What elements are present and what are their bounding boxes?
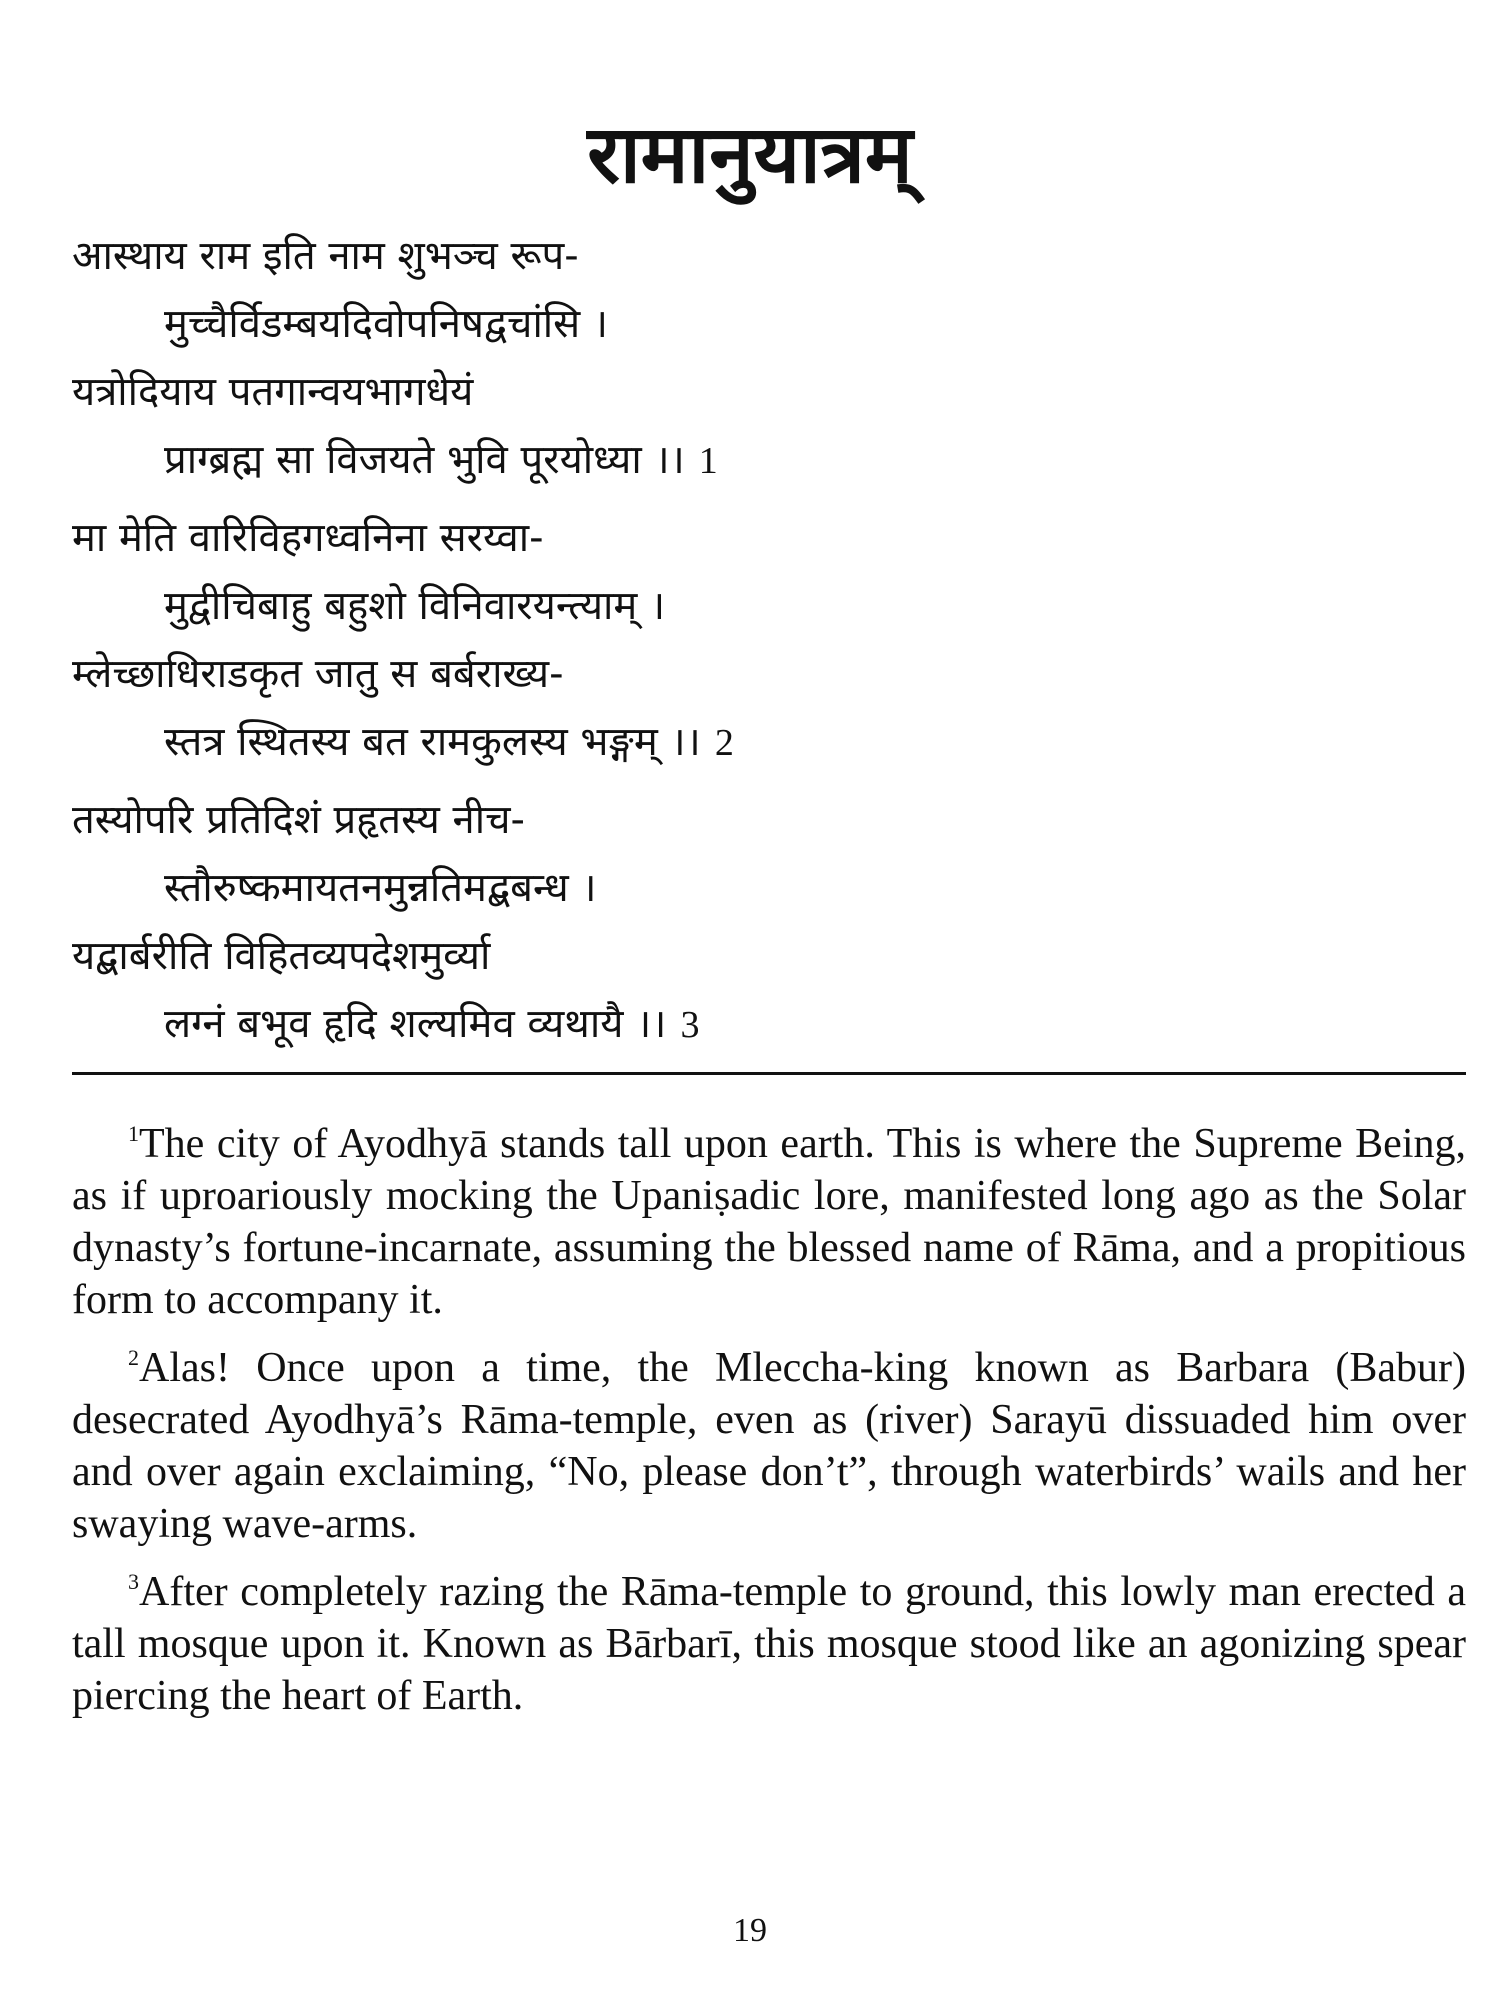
verse-line: यद्बार्बरीति विहितव्यपदेशमुर्व्या [72,933,491,979]
verse-2 [72,504,1472,776]
divider-rule [72,1072,1466,1075]
verse-line-text: स्तत्र स्थितस्य बत रामकुलस्य भङ्गम् ।। [164,719,701,765]
verse-number: 3 [680,1004,700,1046]
note-text: Alas! Once upon a time, the Mleccha-king known as Barbara (Babur) desecrated Ayodhyā’s Rāma-temple, even as (river) Sarayū dissuaded him over and over again exclaiming, “No, please don’t”, through waterbirds’ wails and her swaying wave-arms. [72,1345,1466,1547]
verse-line: आस्थाय राम इति नाम शुभञ्च रूप- [72,233,579,279]
verse-line: म्लेच्छाधिराडकृत जातु स बर्बराख्य- [72,651,564,697]
page-number: 19 [733,1912,767,1949]
verse-line-text: प्राग्ब्रह्म सा विजयते भुवि पूरयोध्या ।। [164,437,685,483]
verse-1 [72,222,1472,494]
verse-number: 1 [698,440,718,482]
note-marker: 1 [128,1121,139,1146]
verse-line: मुच्चैर्विडम्बयदिवोपनिषद्वचांसि । [164,301,609,347]
note-text: After completely razing the Rāma-temple to ground, this lowly man erected a tall mosque upon it. Known as Bārbarī, this mosque stood like an agonizing spear piercing the heart of Earth. [72,1569,1466,1719]
verse-line: तस्योपरि प्रतिदिशं प्रहृतस्य नीच- [72,797,525,843]
verse-3 [72,786,1472,1058]
verse-line: मा मेति वारिविहगध्वनिना सरय्वा- [72,515,544,561]
verse-number: 2 [714,722,734,764]
verse-line-text: लग्नं बभूव हृदि शल्यमिव व्यथायै ।। [164,1001,667,1047]
verse-line: स्तौरुष्कमायतनमुन्नतिमद्बबन्ध । [164,865,597,911]
verse-block [72,222,1472,1068]
verse-line-final [72,426,1472,494]
note-3 [72,1566,1466,1722]
verse-line-final [72,990,1472,1058]
translation-notes [72,1118,1466,1738]
verse-line-final [72,708,1472,776]
note-1 [72,1118,1466,1326]
verse-line: यत्रोदियाय पतगान्वयभागधेयं [72,369,474,415]
note-text: The city of Ayodhyā stands tall upon earth. This is where the Supreme Being, as if uproariously mocking the Upaniṣadic lore, manifested long ago as the Solar dynasty’s fortune-incarnate, assuming the blessed name of Rāma, and a propitious form to accompany it. [72,1121,1466,1323]
verse-line: मुद्वीचिबाहु बहुशो विनिवारयन्त्याम् । [164,583,666,629]
note-marker: 3 [128,1569,139,1594]
page-title: रामानुयात्रम् [587,108,913,201]
note-2 [72,1342,1466,1550]
note-marker: 2 [128,1345,139,1370]
